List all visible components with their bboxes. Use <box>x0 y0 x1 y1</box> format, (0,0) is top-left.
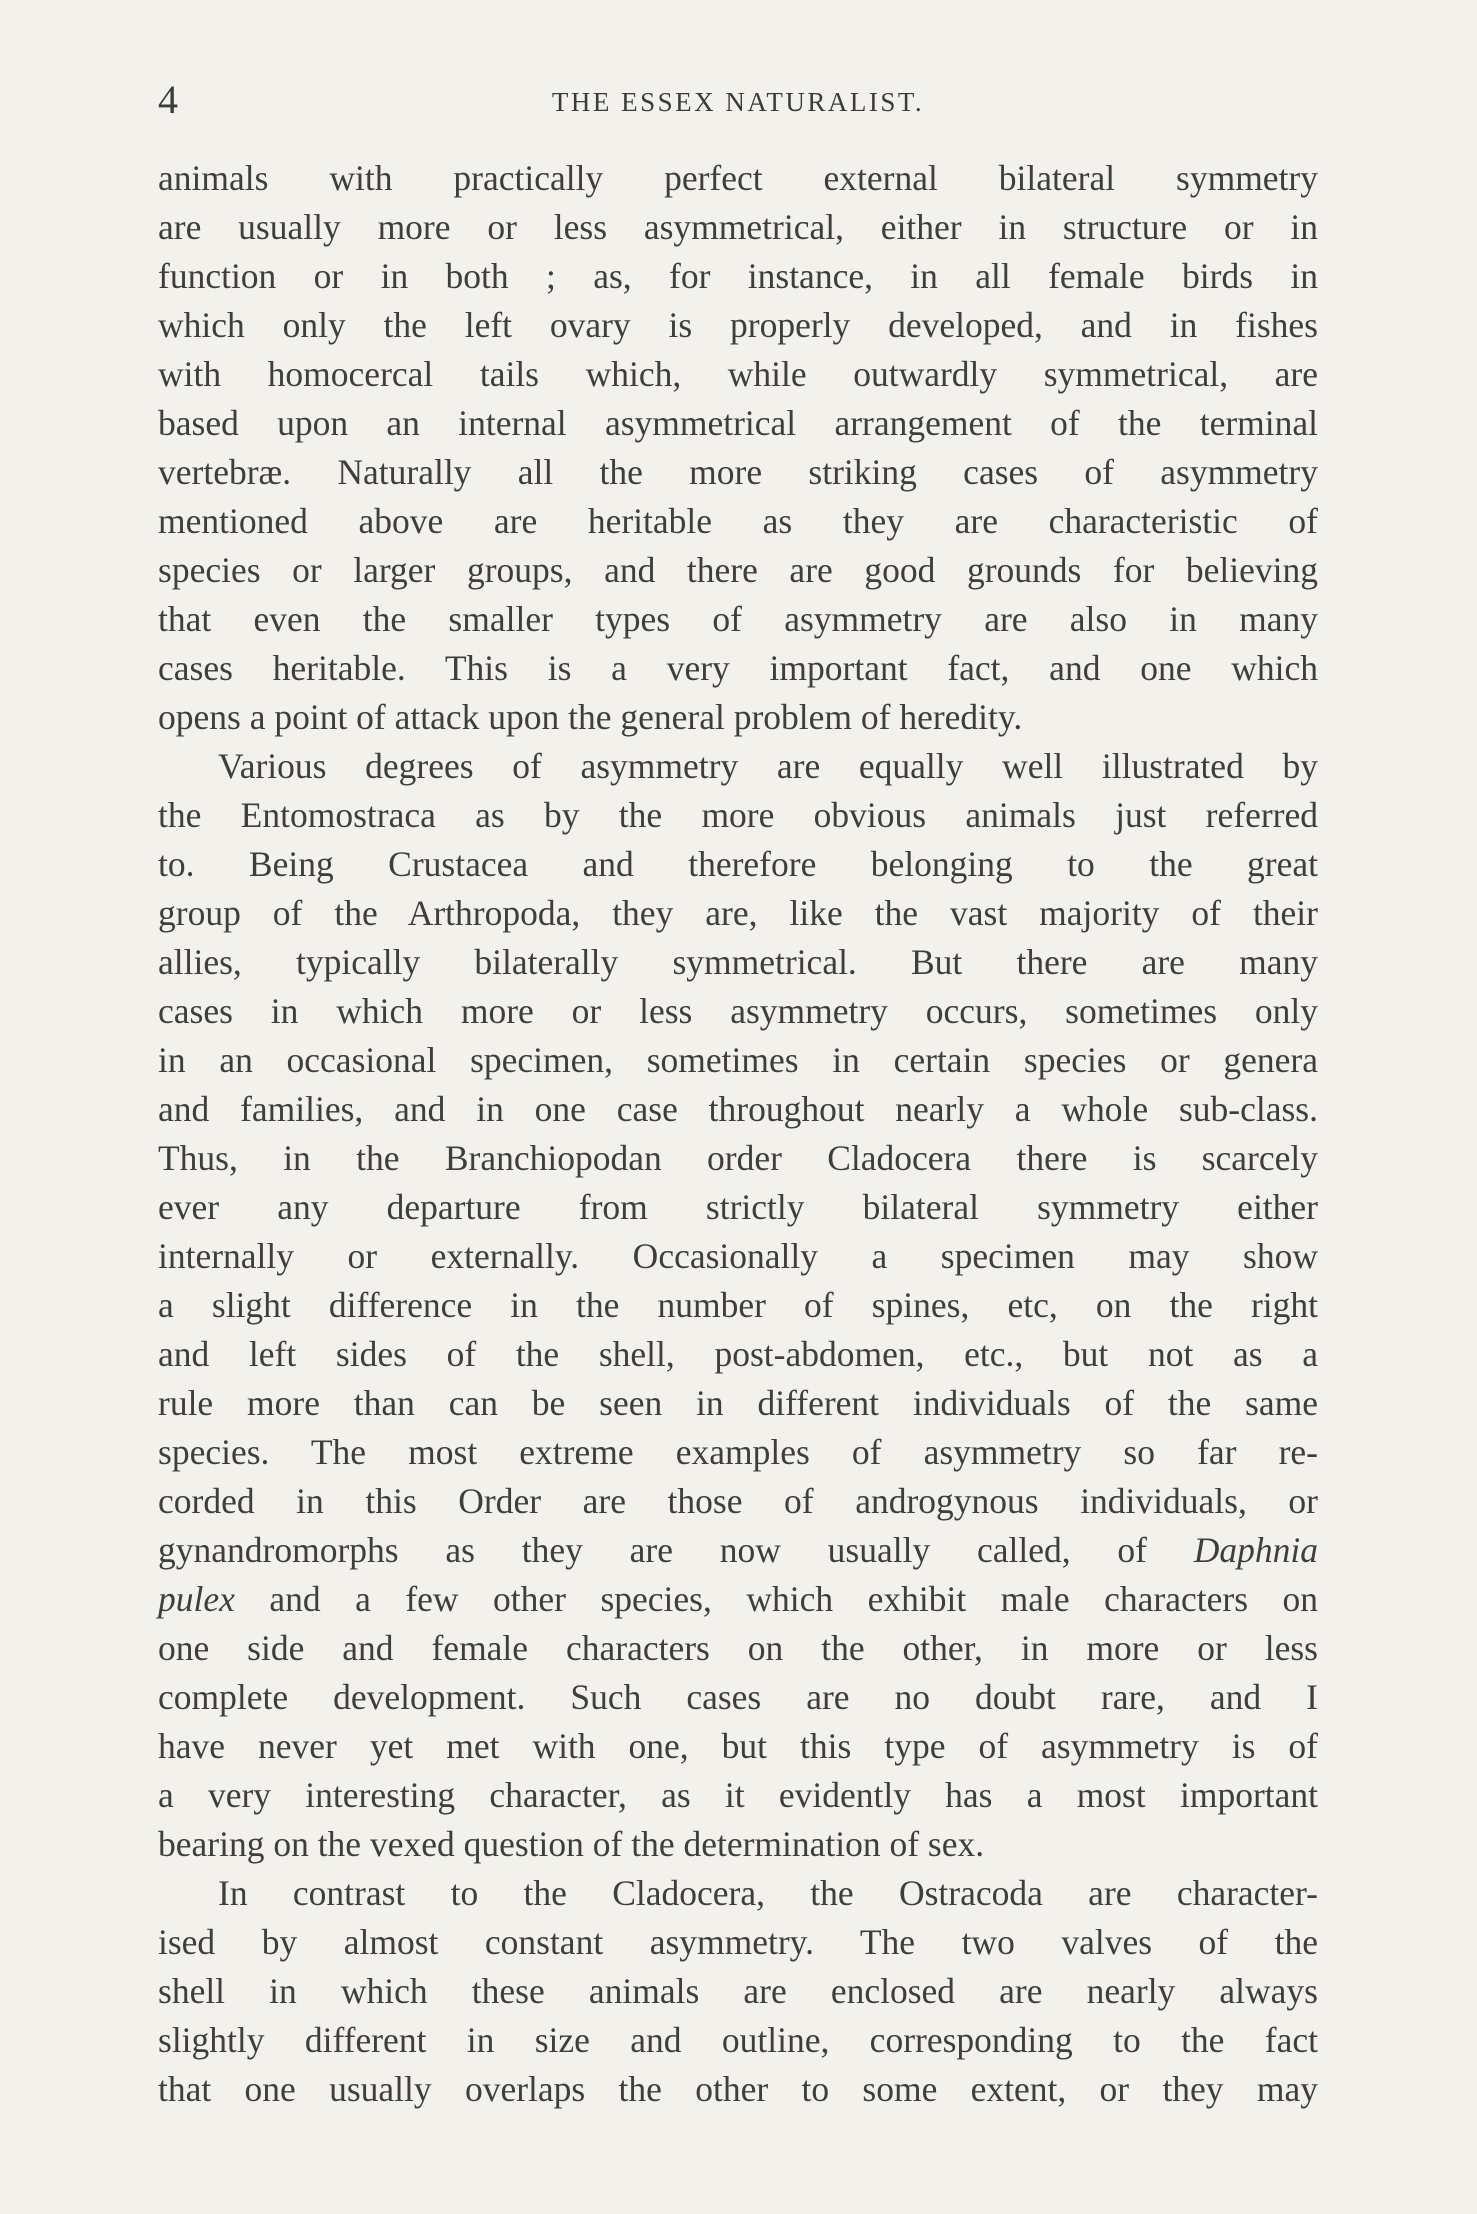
text-line: with homocercal tails which, while outwardly symmetrical, are <box>158 354 1318 394</box>
text-line-with-italic <box>158 1575 1318 1624</box>
text-line: mentioned above are heritable as they are characteristic of <box>158 501 1318 541</box>
text-line: rule more than can be seen in different individuals of the same <box>158 1383 1318 1423</box>
text-line: species. The most extreme examples of asymmetry so far re- <box>158 1432 1318 1472</box>
text-line: ised by almost constant asymmetry. The two valves of the <box>158 1922 1318 1962</box>
text-line: that even the smaller types of asymmetry are also in many <box>158 599 1318 639</box>
text-line: and families, and in one case throughout nearly a whole sub-class. <box>158 1089 1318 1129</box>
text-line: in an occasional specimen, sometimes in certain species or genera <box>158 1040 1318 1080</box>
text-run: gynandromorphs as they are now usually called, of <box>158 1530 1194 1570</box>
text-line: slightly different in size and outline, corresponding to the fact <box>158 2020 1318 2060</box>
text-line: the Entomostraca as by the more obvious animals just referred <box>158 795 1318 835</box>
text-line: based upon an internal asymmetrical arrangement of the terminal <box>158 403 1318 443</box>
italic-genus-name: Daphnia <box>1193 1530 1318 1570</box>
paragraph-1 <box>158 154 1318 742</box>
text-line: opens a point of attack upon the general problem of heredity. <box>158 697 1023 737</box>
text-line: allies, typically bilaterally symmetrical. But there are many <box>158 942 1318 982</box>
paragraph-3 <box>158 1869 1318 2114</box>
running-head <box>158 76 1318 124</box>
text-run: and a few other species, which exhibit male characters on <box>234 1579 1318 1619</box>
text-line: animals with practically perfect external bilateral symmetry <box>158 158 1318 198</box>
text-line-with-italic <box>158 1526 1318 1575</box>
page-number: 4 <box>158 77 178 122</box>
text-line: vertebræ. Naturally all the more striking cases of asymmetry <box>158 452 1318 492</box>
text-line: In contrast to the Cladocera, the Ostracoda are character- <box>218 1873 1318 1913</box>
text-line: group of the Arthropoda, they are, like the vast majority of their <box>158 893 1318 933</box>
body-text <box>158 154 1318 2114</box>
text-line: bearing on the vexed question of the determination of sex. <box>158 1824 985 1864</box>
text-line: are usually more or less asymmetrical, either in structure or in <box>158 207 1318 247</box>
italic-species-name: pulex <box>158 1579 235 1619</box>
text-line: that one usually overlaps the other to some extent, or they may <box>158 2069 1318 2109</box>
text-line: and left sides of the shell, post-abdomen, etc., but not as a <box>158 1334 1318 1374</box>
text-line: cases in which more or less asymmetry occurs, sometimes only <box>158 991 1318 1031</box>
text-line: to. Being Crustacea and therefore belonging to the great <box>158 844 1318 884</box>
paragraph-2 <box>158 742 1318 1869</box>
text-line: ever any departure from strictly bilateral symmetry either <box>158 1187 1318 1227</box>
text-line: cases heritable. This is a very important fact, and one which <box>158 648 1318 688</box>
text-line: shell in which these animals are enclosed are nearly always <box>158 1971 1318 2011</box>
text-line: corded in this Order are those of androgynous individuals, or <box>158 1481 1318 1521</box>
text-line: Various degrees of asymmetry are equally well illustrated by <box>218 746 1318 786</box>
text-line: function or in both ; as, for instance, in all female birds in <box>158 256 1318 296</box>
text-line: Thus, in the Branchiopodan order Cladocera there is scarcely <box>158 1138 1318 1178</box>
text-line: species or larger groups, and there are good grounds for believing <box>158 550 1318 590</box>
text-line: one side and female characters on the other, in more or less <box>158 1628 1318 1668</box>
text-line: internally or externally. Occasionally a specimen may show <box>158 1236 1318 1276</box>
text-line: a slight difference in the number of spines, etc, on the right <box>158 1285 1318 1325</box>
text-line: a very interesting character, as it evidently has a most important <box>158 1775 1318 1815</box>
text-line: have never yet met with one, but this type of asymmetry is of <box>158 1726 1318 1766</box>
text-line: which only the left ovary is properly developed, and in fishes <box>158 305 1318 345</box>
journal-title: THE ESSEX NATURALIST. <box>551 87 925 117</box>
text-line: complete development. Such cases are no doubt rare, and I <box>158 1677 1318 1717</box>
